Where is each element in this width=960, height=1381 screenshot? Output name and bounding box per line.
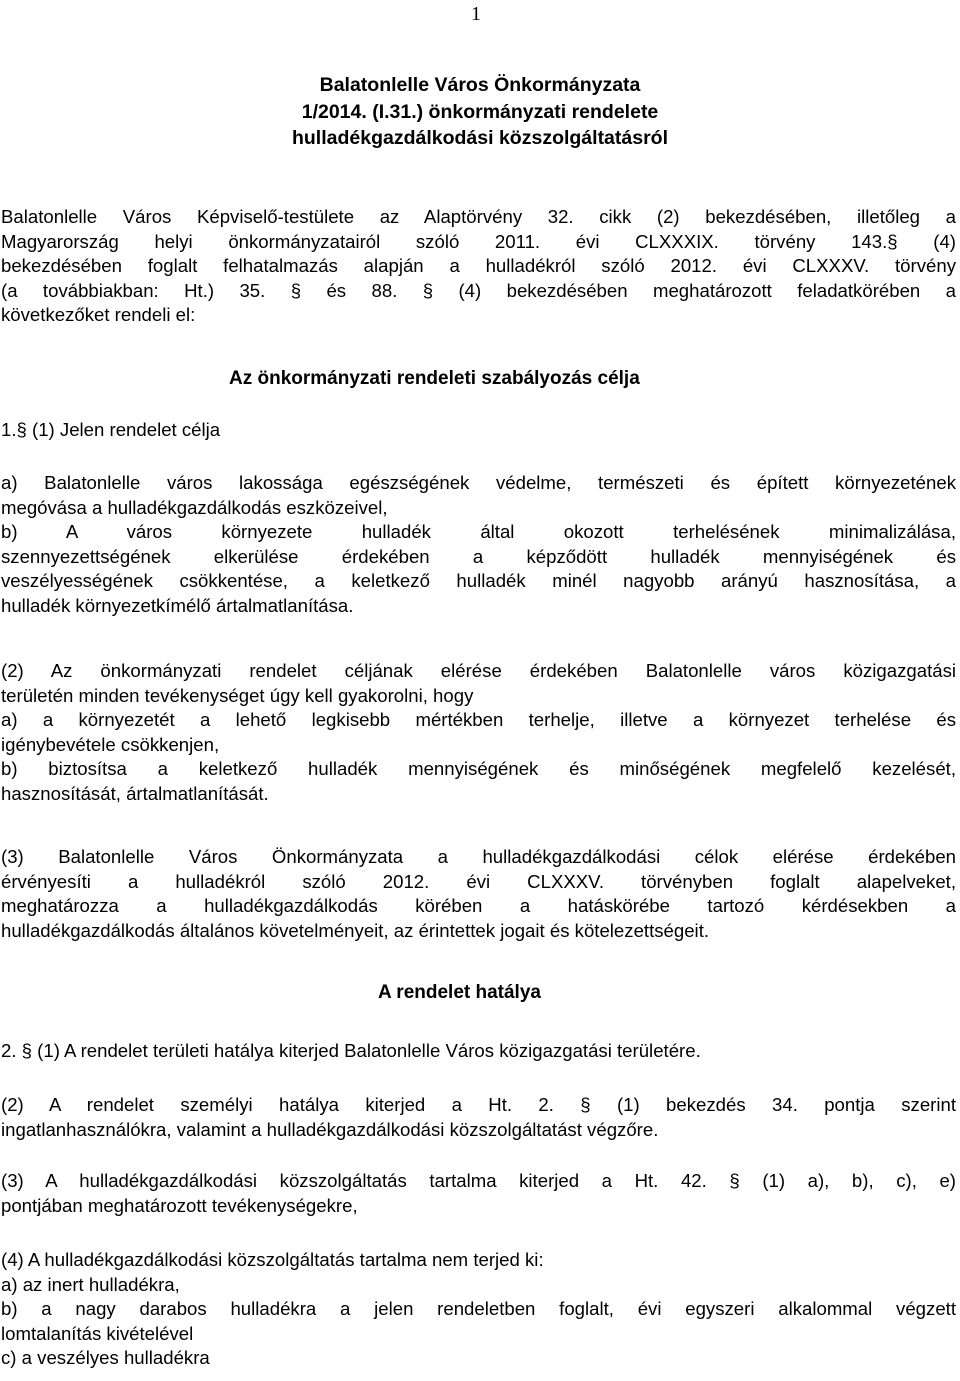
paragraph-line: b) biztosítsa a keletkező hulladék mennyiségének és minőségének megfelelő kezelését, [1, 758, 956, 779]
paragraph-line: szennyezettségének elkerülése érdekében a képződött hulladék mennyiségének és [1, 545, 956, 567]
preamble-line: következőket rendeli el: [1, 304, 196, 325]
preamble-line: Magyarország helyi önkormányzatairól szóló 2011. évi CLXXXIX. törvény 143.§ (4) [1, 230, 956, 252]
paragraph-line: ingatlanhasználókra, valamint a hulladékgazdálkodási közszolgáltatást végzőre. [1, 1118, 659, 1140]
title-line: 1/2014. (I.31.) önkormányzati rendelete [301, 100, 659, 123]
paragraph-line: hasznosítását, ártalmatlanítását. [1, 782, 269, 804]
paragraph-line: (2) Az önkormányzati rendelet céljának elérése érdekében Balatonlelle város közigazgatási [1, 660, 956, 681]
preamble-line: bekezdésében foglalt felhatalmazás alapján a hulladékról szóló 2012. évi CLXXXV. törvény [1, 255, 956, 276]
section1-paragraph-1 [1, 471, 956, 618]
section1-paragraph-2 [1, 659, 956, 806]
section-heading: A rendelet hatálya [378, 982, 541, 1003]
section2-paragraph-1 [1, 1039, 956, 1064]
paragraph-line: pontjában meghatározott tevékenységekre, [1, 1194, 358, 1216]
paragraph-line: lomtalanítás kivételével [1, 1322, 194, 1344]
paragraph-line: területén minden tevékenységet úgy kell gyakorolni, hogy [1, 684, 474, 706]
paragraph-line: megóvása a hulladékgazdálkodás eszközeivel, [1, 496, 388, 518]
preamble [1, 205, 956, 328]
paragraph-line: a) az inert hulladékra, [1, 1273, 180, 1295]
paragraph-line: a) a környezetét a lehető legkisebb mértékben terhelje, illetve a környezet terhelése és [1, 709, 956, 730]
paragraph-line: b) A város környezete hulladék által okozott terhelésének minimalizálása, [1, 521, 956, 542]
paragraph-line: b) a nagy darabos hulladékra a jelen rendeletben foglalt, évi egyszeri alkalommal végzett [1, 1298, 956, 1319]
preamble-line: (a továbbiakban: Ht.) 35. § és 88. § (4) bekezdésében meghatározott feladatkörében a [1, 279, 956, 301]
paragraph-line: (3) A hulladékgazdálkodási közszolgáltatás tartalma kiterjed a Ht. 42. § (1) a), b), c), e) [1, 1170, 956, 1191]
paragraph-line: igénybevétele csökkenjen, [1, 733, 220, 755]
paragraph-line: hulladékgazdálkodás általános követelményeit, az érintettek jogait és kötelezettségeit. [1, 919, 710, 941]
section-heading: Az önkormányzati rendeleti szabályozás célja [229, 368, 640, 389]
paragraph-line: 2. § (1) A rendelet területi hatálya kiterjed Balatonlelle Város közigazgatási területére. [1, 1040, 701, 1061]
paragraph-line: hulladék környezetkímélő ártalmatlanítása. [1, 594, 354, 616]
document-title [0, 72, 960, 152]
paragraph-line: érvényesíti a hulladékról szóló 2012. évi CLXXXV. törvényben foglalt alapelveket, [1, 870, 956, 892]
section2-paragraph-3 [1, 1169, 956, 1218]
paragraph-line: (3) Balatonlelle Város Önkormányzata a hulladékgazdálkodási célok elérése érdekében [1, 846, 956, 867]
title-line: hulladékgazdálkodási közszolgáltatásról [291, 127, 669, 149]
paragraph-line: (4) A hulladékgazdálkodási közszolgáltatás tartalma nem terjed ki: [1, 1249, 544, 1270]
paragraph-line: c) a veszélyes hulladékra [1, 1347, 210, 1368]
paragraph-line: a) Balatonlelle város lakossága egészségének védelme, természeti és épített környezetének [1, 472, 956, 493]
page-number: 1 [471, 3, 481, 25]
paragraph-line: meghatározza a hulladékgazdálkodás körében a hatáskörébe tartozó kérdésekben a [1, 895, 956, 916]
intro-line: 1.§ (1) Jelen rendelet célja [1, 419, 221, 440]
title-line: Balatonlelle Város Önkormányzata [319, 74, 641, 96]
section2-paragraph-4 [1, 1248, 956, 1371]
preamble-line: Balatonlelle Város Képviselő-testülete az Alaptörvény 32. cikk (2) bekezdésében, illetőleg a [1, 206, 956, 227]
section1-paragraph-3 [1, 845, 956, 943]
section1-intro [1, 418, 956, 443]
paragraph-line: (2) A rendelet személyi hatálya kiterjed a Ht. 2. § (1) bekezdés 34. pontja szerint [1, 1094, 956, 1115]
paragraph-line: veszélyességének csökkentése, a keletkező hulladék minél nagyobb arányú hasznosítása, a [1, 570, 956, 591]
section2-paragraph-2 [1, 1093, 956, 1142]
